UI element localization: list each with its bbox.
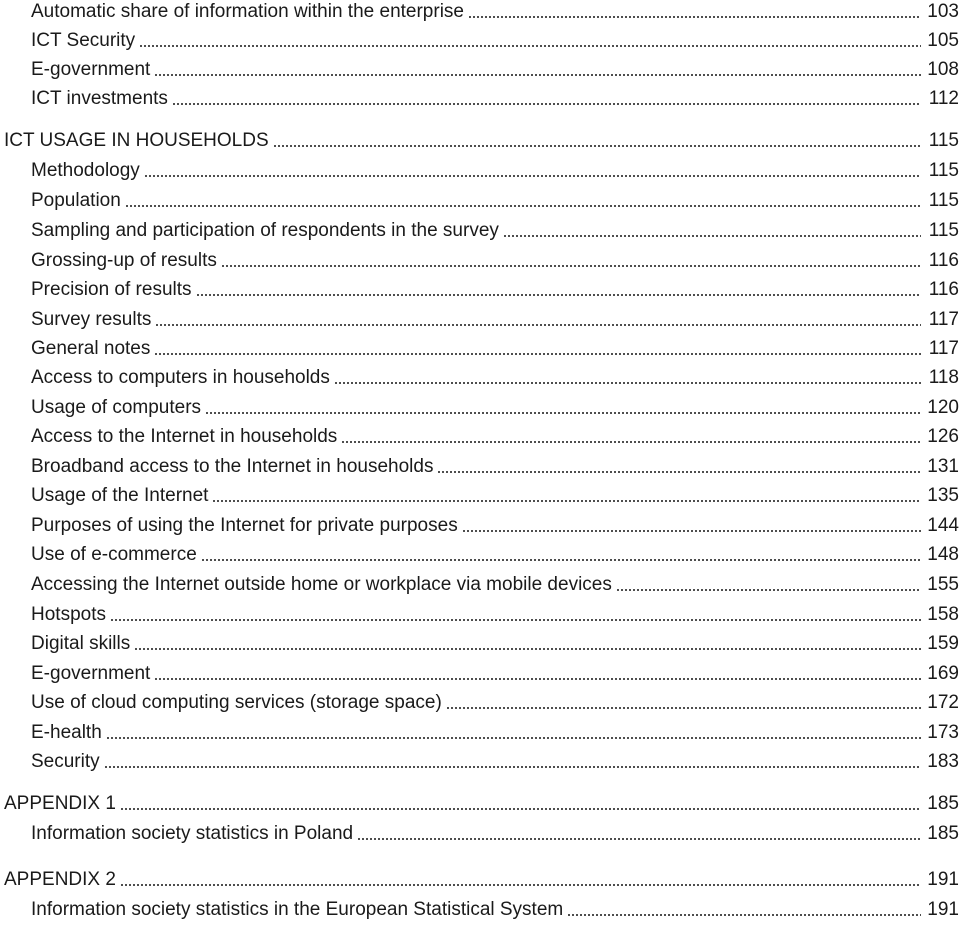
toc-entry-title: Use of cloud computing services (storage space) [31,692,442,713]
dot-leader [154,676,921,682]
dot-leader [205,410,921,416]
toc-entry[interactable] [4,895,960,925]
toc-entry-page-number: 115 [928,160,959,181]
toc-entry-page-number: 191 [927,869,959,890]
toc-entry-page-number: 103 [927,1,959,22]
dot-leader [567,912,921,918]
toc-entry-title: Purposes of using the Internet for private purposes [31,515,458,536]
dot-leader [154,351,921,357]
dot-leader [172,101,921,107]
dot-leader [334,380,921,386]
toc-entry[interactable] [4,156,960,186]
toc-entry-page-number: 116 [928,250,959,271]
toc-entry[interactable] [4,629,960,659]
toc-entry[interactable] [4,789,960,819]
dot-leader [341,439,921,445]
toc-entry-title: E-government [31,663,151,684]
toc-entry-page-number: 112 [928,88,959,109]
toc-entry[interactable] [4,865,960,895]
toc-entry-page-number: 191 [927,899,959,920]
toc-entry[interactable] [4,747,960,777]
toc-entry-page-number: 173 [927,722,959,743]
toc-entry[interactable] [4,275,960,305]
toc-entry[interactable] [4,688,960,718]
toc-entry-page-number: 159 [927,633,959,654]
toc-entry-title: Population [31,190,121,211]
dot-leader [616,587,921,593]
dot-leader [196,292,921,298]
toc-entry-title: Grossing-up of results [31,250,217,271]
dot-leader [139,43,921,49]
toc-entry-title: ICT Security [31,30,136,51]
toc-entry[interactable] [4,452,960,482]
toc-entry-page-number: 144 [927,515,959,536]
toc-entry-page-number: 116 [928,279,959,300]
toc-entry[interactable] [4,659,960,689]
dot-leader [134,646,921,652]
dot-leader [462,528,921,534]
toc-entry-title: General notes [31,338,151,359]
dot-leader [357,836,921,842]
toc-entry-page-number: 118 [928,367,959,388]
toc-entry[interactable] [4,126,960,156]
toc-entry[interactable] [4,305,960,335]
toc-entry[interactable] [4,819,960,849]
toc-entry-page-number: 135 [927,485,959,506]
toc-entry-title: Survey results [31,309,152,330]
dot-leader [155,322,921,328]
toc-entry-title: Usage of computers [31,397,202,418]
dot-leader [468,14,921,20]
dot-leader [120,882,921,888]
toc-entry-page-number: 172 [927,692,959,713]
toc-entry[interactable] [4,363,960,393]
toc-entry-title: Access to computers in households [31,367,330,388]
toc-entry-page-number: 105 [927,30,959,51]
dot-leader [154,72,921,78]
dot-leader [221,263,921,269]
dot-leader [446,705,921,711]
toc-entry-title: Sampling and participation of respondents in the survey [31,220,499,241]
toc-entry-title: Precision of results [31,279,192,300]
toc-entry[interactable] [4,0,960,27]
toc-entry-page-number: 185 [927,793,959,814]
toc-entry[interactable] [4,26,960,56]
dot-leader [110,617,921,623]
toc-entry-title: APPENDIX 2 [4,869,116,890]
toc-entry-title: E-health [31,722,102,743]
dot-leader [144,173,921,179]
toc-entry-title: Security [31,751,100,772]
toc-entry-page-number: 155 [927,574,959,595]
toc-entry[interactable] [4,422,960,452]
dot-leader [106,735,921,741]
toc-entry-page-number: 117 [928,309,959,330]
toc-entry[interactable] [4,334,960,364]
toc-entry-page-number: 120 [927,397,959,418]
toc-entry-page-number: 185 [927,823,959,844]
toc-entry-page-number: 115 [928,190,959,211]
dot-leader [503,233,921,239]
dot-leader [104,764,921,770]
toc-entry-page-number: 126 [927,426,959,447]
toc-entry[interactable] [4,570,960,600]
toc-entry[interactable] [4,393,960,423]
toc-entry[interactable] [4,600,960,630]
toc-entry-page-number: 158 [927,604,959,625]
toc-entry[interactable] [4,540,960,570]
toc-entry-title: Hotspots [31,604,106,625]
toc-entry-page-number: 108 [927,59,959,80]
toc-entry-title: APPENDIX 1 [4,793,116,814]
toc-entry-title: Use of e-commerce [31,544,197,565]
toc-entry-page-number: 131 [927,456,959,477]
toc-entry[interactable] [4,246,960,276]
toc-entry-page-number: 117 [928,338,959,359]
toc-entry-title: Access to the Internet in households [31,426,338,447]
toc-entry-title: Usage of the Internet [31,485,209,506]
dot-leader [201,557,921,563]
toc-entry-title: E-government [31,59,151,80]
toc-entry-page-number: 183 [927,751,959,772]
toc-entry-title: Digital skills [31,633,131,654]
toc-entry-title: Methodology [31,160,140,181]
toc-entry-page-number: 115 [928,220,959,241]
toc-entry-title: Accessing the Internet outside home or workplace via mobile devices [31,574,612,595]
toc-entry[interactable] [4,186,960,216]
toc-entry[interactable] [4,718,960,748]
toc-entry-title: Information society statistics in the European Statistical System [31,899,564,920]
dot-leader [212,498,921,504]
toc-entry-page-number: 169 [927,663,959,684]
toc-entry-title: ICT investments [31,88,168,109]
dot-leader [273,143,921,149]
toc-entry-title: Broadband access to the Internet in households [31,456,434,477]
toc-entry-title: Information society statistics in Poland [31,823,354,844]
toc-entry-title: ICT USAGE IN HOUSEHOLDS [4,130,269,151]
toc-entry[interactable] [4,84,960,114]
dot-leader [120,806,921,812]
toc-entry[interactable] [4,55,960,85]
dot-leader [125,203,921,209]
toc-entry[interactable] [4,481,960,511]
dot-leader [437,469,921,475]
toc-entry[interactable] [4,216,960,246]
toc-entry-page-number: 148 [927,544,959,565]
toc-entry-title: Automatic share of information within the enterprise [31,1,464,22]
toc-entry-page-number: 115 [928,130,959,151]
toc-entry[interactable] [4,511,960,541]
